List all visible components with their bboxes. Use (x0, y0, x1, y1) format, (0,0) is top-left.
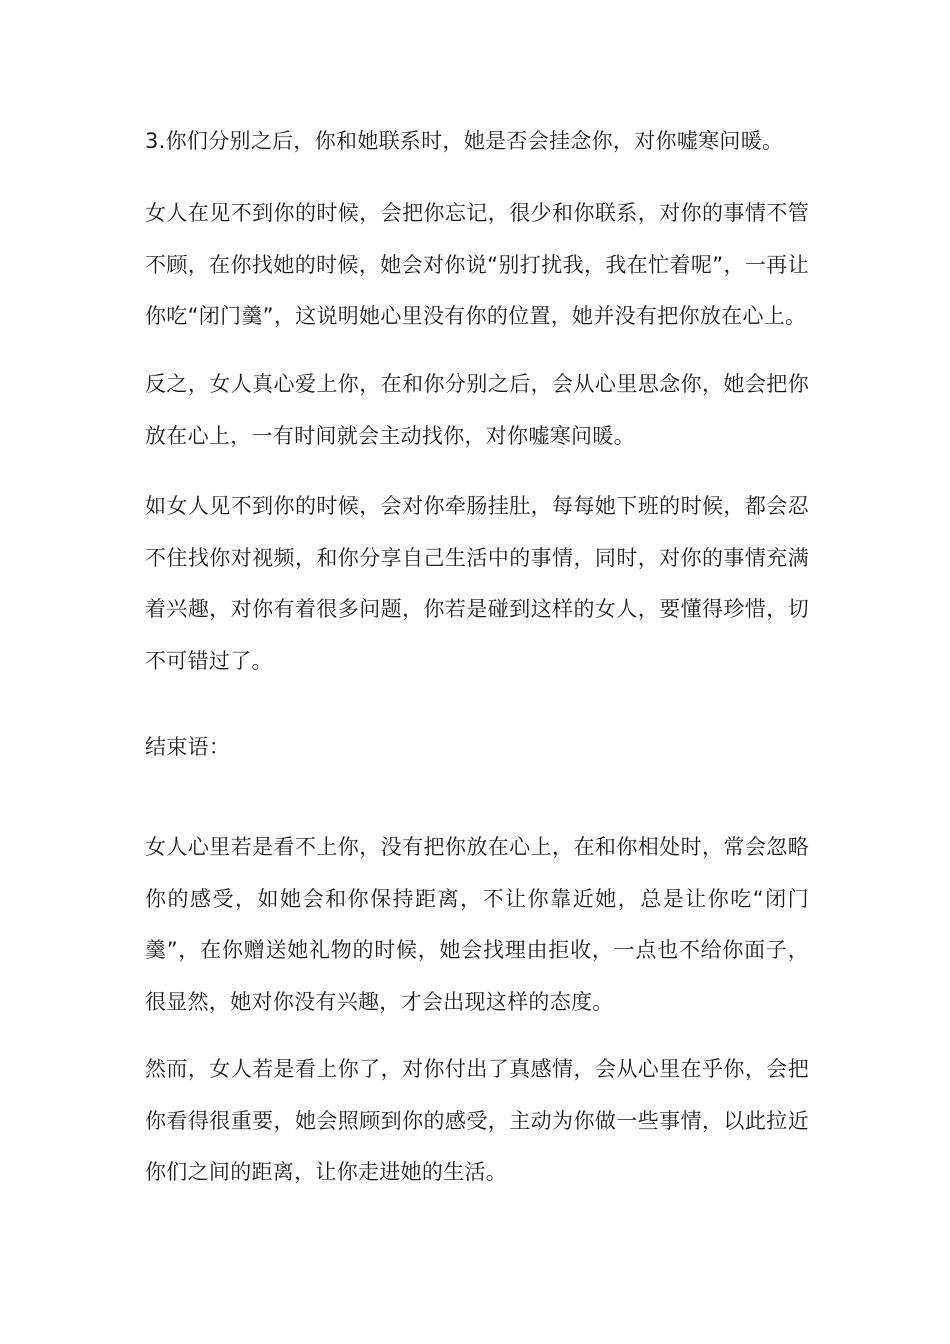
paragraph-point-3: 3.你们分别之后，你和她联系时，她是否会挂念你，对你嘘寒问暖。 (145, 129, 784, 153)
paragraph-conclusion-2: 然而，女人若是看上你了，对你付出了真感情，会从心里在乎你，会把你看得很重要，她会照顾到你的感受，主动为你做一些事情，以此拉近你们之间的距离，让你走进她的生活。 (145, 1057, 809, 1184)
paragraph-forget: 女人在见不到你的时候，会把你忘记，很少和你联系，对你的事情不管不顾，在你找她的时候，她会对你说“别打扰我，我在忙着呢”，一再让你吃“闭门羹”，这说明她心里没有你的位置，她并没有把你放在心上。 (145, 201, 809, 328)
paragraph-conclusion-1: 女人心里若是看不上你，没有把你放在心上，在和你相处时，常会忽略你的感受，如她会和你保持距离，不让你靠近她，总是让你吃“闭门羹”，在你赠送她礼物的时候，她会找理由拒收，一点也不给你面子，很显然，她对你没有兴趣，才会出现这样的态度。 (145, 835, 809, 1014)
paragraph-miss-you: 如女人见不到你的时候，会对你牵肠挂肚，每每她下班的时候，都会忍不住找你对视频，和你分享自己生活中的事情，同时，对你的事情充满着兴趣，对你有着很多问题，你若是碰到这样的女人，要懂得珍惜，切不可错过了。 (145, 494, 809, 673)
paragraph-contrast: 反之，女人真心爱上你，在和你分别之后，会从心里思念你，她会把你放在心上，一有时间就会主动找你，对你嘘寒问暖。 (145, 372, 809, 448)
conclusion-heading: 结束语： (145, 735, 231, 759)
